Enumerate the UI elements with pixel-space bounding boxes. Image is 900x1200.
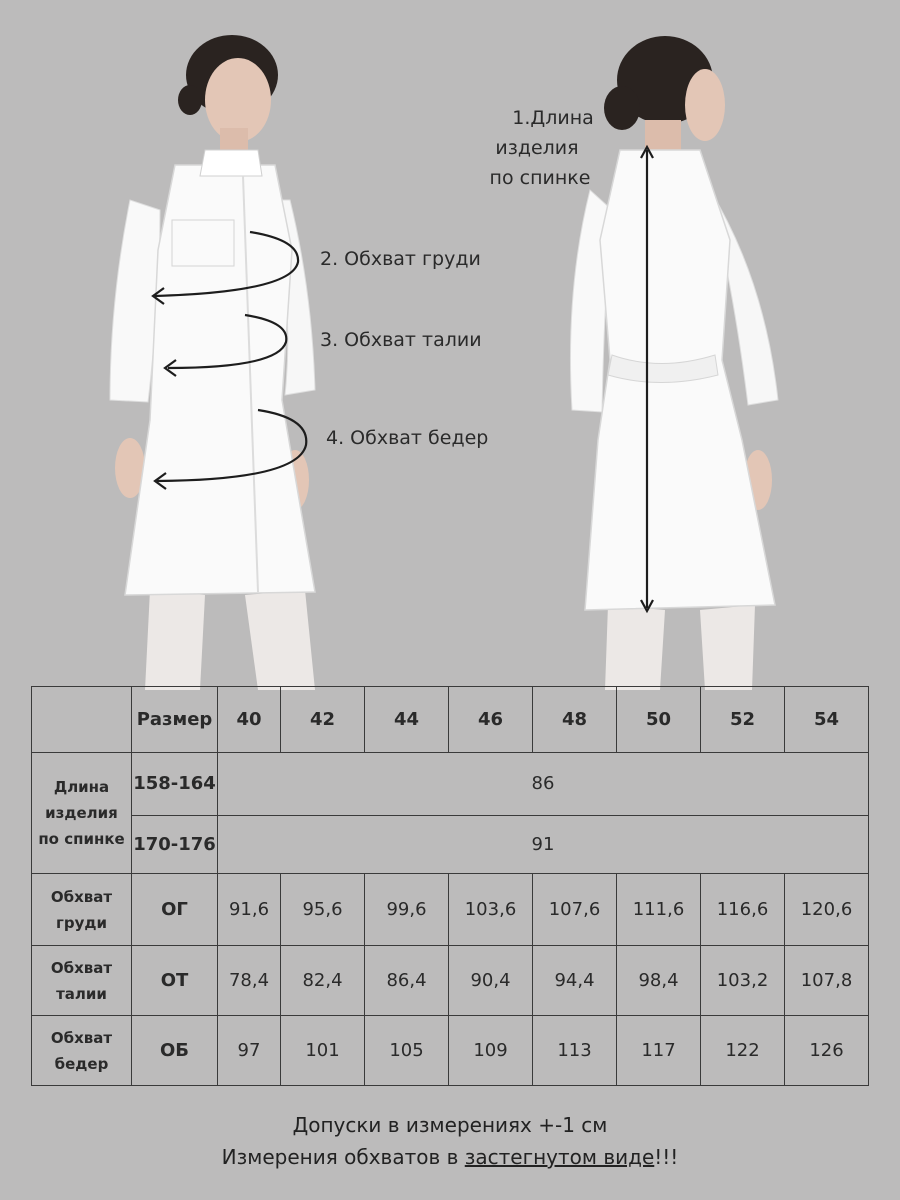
- table-cell: 94,4: [533, 946, 617, 1016]
- size-header-row: [32, 687, 869, 753]
- table-cell: 98,4: [617, 946, 701, 1016]
- chest-code: ОГ: [132, 874, 218, 946]
- length-row-label-line1: Длина: [53, 778, 110, 796]
- measurement-note-prefix: Измерения обхватов в: [221, 1145, 465, 1169]
- table-cell: 116,6: [701, 874, 785, 946]
- table-cell: 107,6: [533, 874, 617, 946]
- table-cell: 78,4: [218, 946, 281, 1016]
- length-label-line2: изделия: [495, 137, 579, 159]
- table-cell: 126: [785, 1016, 869, 1086]
- waist-row-label-line2: талии: [56, 984, 107, 1003]
- table-cell: 86,4: [365, 946, 449, 1016]
- table-cell: 82,4: [281, 946, 365, 1016]
- measurement-note: [0, 1141, 900, 1173]
- table-cell: 107,8: [785, 946, 869, 1016]
- table-cell: 120,6: [785, 874, 869, 946]
- size-cell: 52: [701, 687, 785, 753]
- waist-label: 3. Обхват талии: [320, 329, 482, 351]
- table-cell: 99,6: [365, 874, 449, 946]
- table-cell: 103,2: [701, 946, 785, 1016]
- hips-label: 4. Обхват бедер: [326, 427, 489, 449]
- size-cell: 44: [365, 687, 449, 753]
- table-cell: 91,6: [218, 874, 281, 946]
- table-cell: 97: [218, 1016, 281, 1086]
- length-row-label-line2: изделия: [45, 804, 118, 822]
- size-chart-table: [31, 686, 869, 1086]
- table-cell: 109: [449, 1016, 533, 1086]
- chest-row: [32, 874, 869, 946]
- size-header-label: Размер: [132, 687, 218, 753]
- table-cell: 113: [533, 1016, 617, 1086]
- measurement-note-underlined: застегнутом виде: [464, 1145, 655, 1169]
- length-label-line1: 1.Длина: [512, 107, 594, 129]
- length-value-cell: 91: [218, 816, 869, 874]
- length-label-line3: по спинке: [489, 167, 591, 189]
- table-cell: 117: [617, 1016, 701, 1086]
- table-cell: 111,6: [617, 874, 701, 946]
- size-cell: 50: [617, 687, 701, 753]
- table-cell: 103,6: [449, 874, 533, 946]
- size-cell: 40: [218, 687, 281, 753]
- waist-row-label-line1: Обхват: [50, 958, 113, 977]
- table-cell: 101: [281, 1016, 365, 1086]
- hips-code: ОБ: [132, 1016, 218, 1086]
- length-value-cell: 86: [218, 753, 869, 816]
- size-cell: 54: [785, 687, 869, 753]
- length-label: [470, 103, 610, 193]
- hips-row-label-line2: бедер: [54, 1054, 109, 1073]
- chest-row-label-line1: Обхват: [50, 887, 113, 906]
- height-cell: 170-176: [132, 816, 218, 874]
- hips-row-label-line1: Обхват: [50, 1028, 113, 1047]
- table-cell: 105: [365, 1016, 449, 1086]
- table-cell: 95,6: [281, 874, 365, 946]
- hips-row-label: [32, 1016, 132, 1086]
- hips-row: [32, 1016, 869, 1086]
- front-model: [110, 35, 315, 690]
- measurement-note-suffix: !!!: [654, 1145, 679, 1169]
- height-cell: 158-164: [132, 753, 218, 816]
- length-row-label-line3: по спинке: [38, 830, 125, 848]
- waist-row-label: [32, 946, 132, 1016]
- size-cell: 42: [281, 687, 365, 753]
- table-cell: 90,4: [449, 946, 533, 1016]
- length-row-1: [32, 753, 869, 816]
- chest-row-label: [32, 874, 132, 946]
- chest-label: 2. Обхват груди: [320, 248, 481, 270]
- waist-code: ОТ: [132, 946, 218, 1016]
- table-cell: 122: [701, 1016, 785, 1086]
- tolerance-note: Допуски в измерениях +-1 см: [292, 1113, 608, 1137]
- length-row-label: [32, 753, 132, 874]
- corner-cell: [32, 687, 132, 753]
- size-cell: 48: [533, 687, 617, 753]
- waist-row: [32, 946, 869, 1016]
- chest-row-label-line2: груди: [56, 913, 107, 932]
- length-row-2: [32, 816, 869, 874]
- size-cell: 46: [449, 687, 533, 753]
